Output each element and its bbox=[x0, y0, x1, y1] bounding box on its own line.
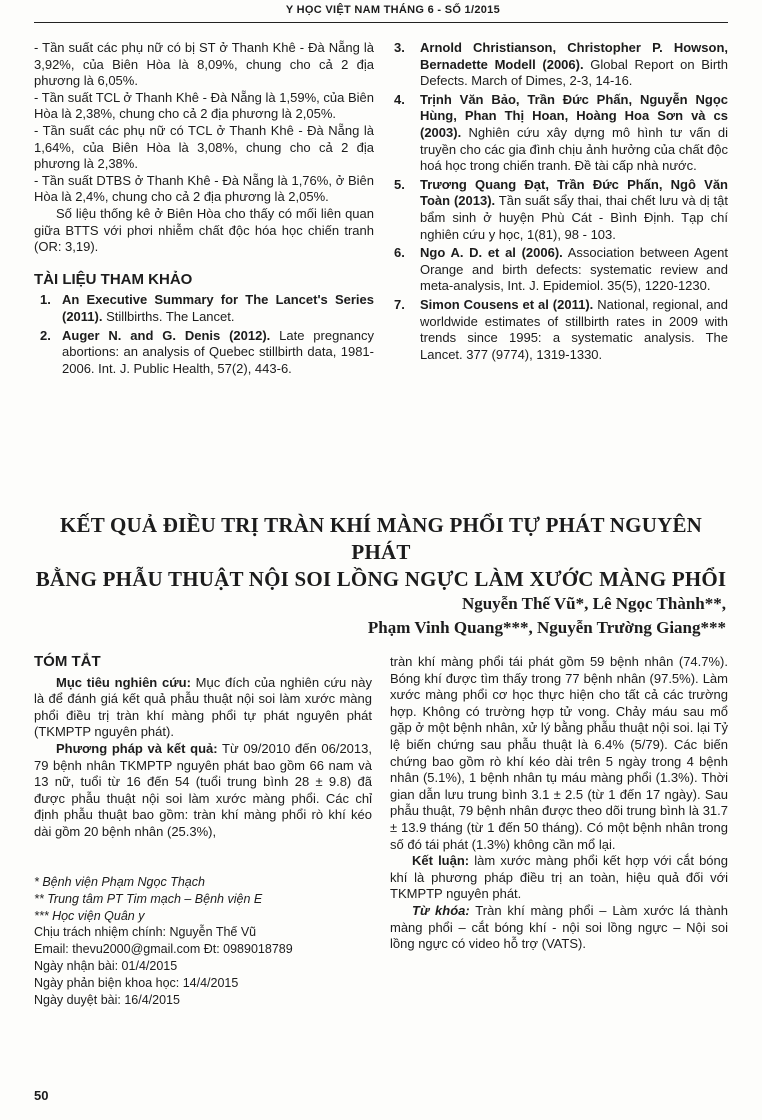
page-number: 50 bbox=[34, 1088, 49, 1103]
ref-text: National, regional, and worldwide estimates of stillbirth rates in 2009 with trends since 1995: a systematic analysis. The Lancet. 377 (9774), 1319-1330. bbox=[420, 296, 729, 362]
ref-number: 4. bbox=[394, 91, 405, 107]
objective-text: Mục đích của nghiên cứu này là để đánh giá kết quả phẫu thuật nội soi làm xước màng phổi điều trị tràn khí màng phổi tự phát nguyên phát (TKMPTP nguyên phát). bbox=[34, 674, 372, 740]
references-list-right bbox=[390, 40, 728, 363]
affiliation-2: ** Trung tâm PT Tim mạch – Bệnh viện E bbox=[34, 891, 263, 906]
prev-paragraph: - Tần suất các phụ nữ có TCL ở Thanh Khê - Đà Nẵng là 1,64%, của Biên Hòa là 3,08%, chung cho cả 2 địa phương là 2,38%. bbox=[34, 122, 374, 172]
ref-number: 5. bbox=[394, 176, 405, 192]
ref-text: Stillbirths. The Lancet. bbox=[102, 308, 235, 324]
ref-number: 7. bbox=[394, 296, 405, 312]
conclusion-paragraph bbox=[390, 853, 728, 903]
keywords-text: Tràn khí màng phổi – Làm xước lá thành màng phổi – cắt bóng khí - nội soi lồng ngực – Nội soi lồng ngực có video hỗ trợ (VATS). bbox=[390, 902, 728, 952]
running-header: Y HỌC VIỆT NAM THÁNG 6 - SỐ 1/2015 bbox=[285, 4, 500, 16]
responsible-author: Chịu trách nhiệm chính: Nguyễn Thế Vũ bbox=[34, 925, 257, 940]
article-title-line: BẰNG PHẪU THUẬT NỘI SOI LỒNG NGỰC LÀM XƯỚC MÀNG PHỔI bbox=[35, 567, 727, 591]
methods-label: Phương pháp và kết quả: bbox=[56, 740, 218, 756]
references-right-column bbox=[390, 40, 728, 365]
contact-info: Email: thevu2000@gmail.com Đt: 0989018789 bbox=[34, 942, 293, 957]
reference-item bbox=[390, 177, 728, 243]
abstract-left-column bbox=[34, 654, 372, 841]
objective-paragraph bbox=[34, 675, 372, 741]
reference-item bbox=[390, 92, 728, 175]
methods-paragraph bbox=[34, 741, 372, 841]
reference-item bbox=[34, 292, 374, 325]
keywords-paragraph bbox=[390, 903, 728, 953]
conclusion-text: làm xước màng phổi kết hợp với cắt bóng khí là phương pháp điều trị an toàn, hiệu quả đối với TKMPTP nguyên phát. bbox=[390, 853, 728, 902]
prev-article-left-column bbox=[34, 40, 374, 379]
article-title bbox=[34, 512, 728, 593]
ref-authors: Trương Quang Đạt, Trần Đức Phấn, Ngô Văn Toàn (2013). bbox=[420, 176, 728, 209]
ref-number: 6. bbox=[394, 245, 405, 261]
reference-item bbox=[390, 297, 728, 363]
received-date: Ngày nhận bài: 01/4/2015 bbox=[34, 958, 178, 973]
article-authors bbox=[368, 592, 726, 640]
references-title: TÀI LIỆU THAM KHẢO bbox=[34, 270, 193, 288]
ref-text: Global Report on Birth Defects. March of Dimes, 2-3, 14-16. bbox=[420, 56, 728, 89]
ref-authors: An Executive Summary for The Lancet's Series (2011). bbox=[62, 292, 374, 324]
results-paragraph: tràn khí màng phổi tái phát gồm 59 bệnh nhân (74.7%). Bóng khí được tìm thấy trong 77 bệnh nhân (97.5%). Làm xước màng phổi cơ học thực hiện cho tất cả các trường hợp. Không có trường hợp tử vong. Chảy máu sau mổ gặp ở một bệnh nhân, xử lý bằng phẫu thuật nội soi. lại Tỷ lệ biến chứng sau phẫu thuật là 6.4% (5/79). Các biến chứng bao gồm rò khí kéo dài trên 5 ngày trong 4 bệnh nhân (5.1%), 1 bệnh nhân tụ máu màng phổi (1.3%). Thời gian dẫn lưu trung bình 3.1 ± 2.5 (từ 1 đến 17 ngày). Sau phẫu thuật, 79 bệnh nhân được theo dõi trung bình là 31.7 ± 13.9 tháng (từ 1 đến 50 tháng). Có một bệnh nhân trong số đó tái phát (1.3%) không cần mổ lại. bbox=[390, 654, 728, 852]
ref-authors: Ngo A. D. et al (2006). bbox=[420, 245, 563, 261]
footnotes bbox=[34, 874, 372, 1008]
ref-text: Late pregnancy abortions: an analysis of Quebec stillbirth data, 1981-2006. Int. J. Public Health, 57(2), 443-6. bbox=[62, 327, 375, 376]
authors-line: Phạm Vinh Quang***, Nguyễn Trường Giang*** bbox=[367, 618, 726, 637]
prev-paragraph: - Tần suất DTBS ở Thanh Khê - Đà Nẵng là 1,76%, ở Biên Hòa là 2,4%, chung cho cả 2 địa phương là 2,05%. bbox=[34, 172, 374, 205]
ref-authors: Auger N. and G. Denis (2012). bbox=[62, 327, 271, 343]
ref-authors: Simon Cousens et al (2011). bbox=[420, 296, 594, 312]
ref-number: 2. bbox=[40, 327, 51, 343]
approved-date: Ngày duyệt bài: 16/4/2015 bbox=[34, 992, 180, 1007]
ref-text: Nghiên cứu xây dựng mô hình tư vấn di truyền cho các gia đình chịu ảnh hưởng của chất độc hoá học trong chiến tranh. Đề tài cấp nhà nước. bbox=[420, 124, 728, 174]
authors-line: Nguyễn Thế Vũ*, Lê Ngọc Thành**, bbox=[461, 594, 726, 613]
ref-authors: Trịnh Văn Bảo, Trần Đức Phấn, Nguyễn Ngọc Hùng, Phan Thị Hoan, Hoàng Hoa Sơn và cs (2003). bbox=[420, 91, 728, 140]
references-list-left bbox=[34, 292, 374, 377]
ref-text: Tần suất sẩy thai, thai chết lưu và dị tật bẩm sinh ở huyện Phù Cát - Bình Định. Tạp chí nghiên cứu y học, 1(81), 98 - 103. bbox=[420, 193, 729, 242]
abstract-title: TÓM TẮT bbox=[34, 653, 101, 670]
ref-number: 1. bbox=[40, 292, 51, 308]
ref-text: Association between Agent Orange and birth defects: systematic review and meta-analysis, Int. J. Epidemiol. 35(5), 1220-1230. bbox=[420, 245, 728, 294]
prev-paragraph: - Tần suất TCL ở Thanh Khê - Đà Nẵng là 1,59%, của Biên Hòa là 2,38%, chung cho cả 2 địa phương là 2,05%. bbox=[34, 89, 374, 122]
reference-item bbox=[34, 328, 374, 378]
prev-paragraph: - Tần suất các phụ nữ có bị ST ở Thanh Khê - Đà Nẵng là 3,92%, của Biên Hòa là 8,09%, chung cho cả 2 địa phương là 6,05%. bbox=[34, 40, 374, 89]
ref-number: 3. bbox=[394, 40, 405, 55]
affiliation-3: *** Học viện Quân y bbox=[34, 908, 145, 923]
conclusion-label: Kết luận: bbox=[412, 853, 470, 869]
affiliation-1: * Bệnh viện Phạm Ngọc Thạch bbox=[34, 875, 205, 889]
methods-text: Từ 09/2010 đến 06/2013, 79 bệnh nhân TKMPTP nguyên phát bao gồm 66 nam và 13 nữ, tuổi từ 16 đến 54 (tuổi trung bình 28 ± 9.8) đã được phẫu thuật nội soi làm xước màng phổi. Các chỉ định phẫu thuật bao gồm: tràn khí màng phổi rò khí kéo dài gồm 20 bệnh nhân (25.3%), bbox=[34, 740, 372, 839]
reviewed-date: Ngày phản biện khoa học: 14/4/2015 bbox=[34, 975, 239, 990]
article-title-line: KẾT QUẢ ĐIỀU TRỊ TRÀN KHÍ MÀNG PHỔI TỰ PHÁT NGUYÊN PHÁT bbox=[59, 513, 703, 564]
header-rule bbox=[34, 22, 728, 23]
objective-label: Mục tiêu nghiên cứu: bbox=[56, 674, 191, 690]
reference-item bbox=[390, 40, 728, 90]
reference-item bbox=[390, 245, 728, 295]
prev-paragraph: Số liệu thống kê ở Biên Hòa cho thấy có mối liên quan giữa BTTS với phơi nhiễm chất độc hóa học chiến tranh (OR: 3,19). bbox=[34, 205, 374, 255]
abstract-right-column bbox=[390, 654, 728, 953]
ref-authors: Arnold Christianson, Christopher P. Howson, Bernadette Modell (2006). bbox=[420, 40, 728, 72]
keywords-label: Từ khóa: bbox=[412, 902, 470, 918]
